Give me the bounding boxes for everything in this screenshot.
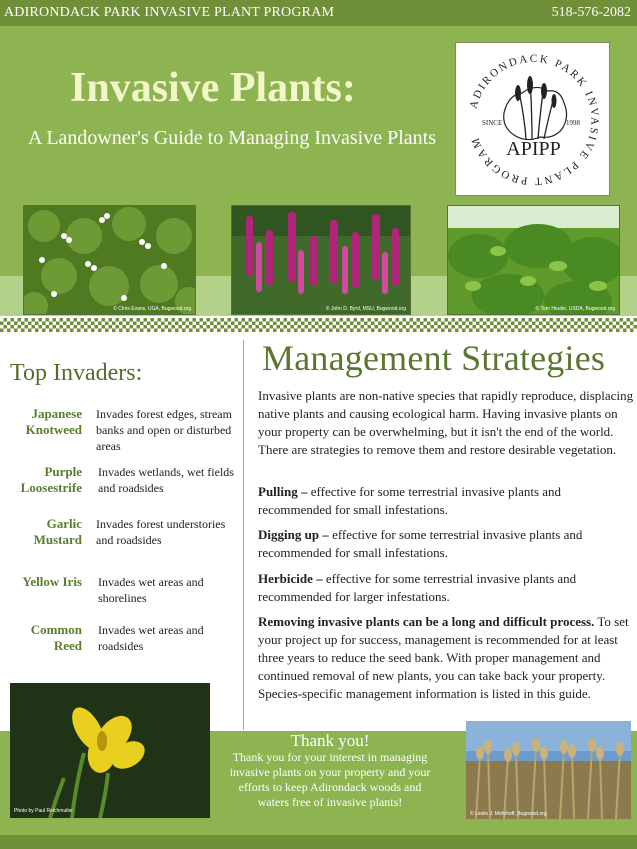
photo-credit: © Chris Evans, UGA, Bugwood.org: [113, 306, 191, 312]
invader-desc: Invades wet areas and shorelines: [98, 575, 204, 605]
herbicide-label: Herbicide –: [258, 571, 323, 586]
thanks-heading: Thank you!: [290, 731, 370, 750]
photo-credit: © John D. Byrd, MSU, Bugwood.org: [325, 306, 406, 312]
digging-text: effective for some terrestrial invasive plants and recommended for small infestations.: [258, 527, 583, 560]
top-bar: [0, 0, 637, 26]
garlic-mustard-photo: [23, 205, 196, 315]
thanks-message: Thank you for your interest in managing invasive plants on your property and your efforts to keep Adirondack woods and waters free of invasive plants!: [229, 750, 431, 809]
pulling-label: Pulling –: [258, 484, 308, 499]
logo-graphic: [456, 43, 611, 197]
invader-name: Purple Loosestrife: [20, 464, 82, 495]
invader-desc: Invades forest edges, stream banks and open or disturbed areas: [96, 407, 232, 453]
herbicide-text: effective for some terrestrial invasive plants and recommended for larger infestations.: [258, 571, 577, 604]
invader-name: Common Reed: [30, 622, 82, 653]
phone-number: 518-576-2082: [551, 5, 631, 20]
logo-year: 1998: [566, 119, 580, 127]
invader-desc: Invades wetlands, wet fields and roadsides: [98, 465, 234, 495]
purple-loosestrife-photo: [231, 205, 411, 315]
logo-since: SINCE: [482, 119, 503, 127]
common-reed-photo: [466, 721, 631, 819]
removing-paragraph: [258, 613, 634, 703]
pulling-paragraph: [258, 483, 634, 519]
pulling-text: effective for some terrestrial invasive plants and recommended for small infestations.: [258, 484, 562, 517]
column-divider: [243, 340, 244, 730]
org-name: ADIRONDACK PARK INVASIVE PLANT PROGRAM: [4, 5, 335, 20]
herbicide-paragraph: [258, 570, 634, 606]
bottom-strip: [0, 835, 637, 849]
invader-desc: Invades forest understories and roadsides: [96, 517, 226, 547]
invader-name: Yellow Iris: [22, 574, 82, 589]
photo-credit: © Tom Heutte, USDA, Bugwood.org: [535, 306, 615, 312]
logo-acronym: APIPP: [506, 138, 561, 160]
logo-ring-text: ADIRONDACK PARK INVASIVE PLANT PROGRAM: [467, 52, 601, 188]
invader-name: Japanese Knotweed: [25, 406, 82, 437]
photo-credit: Photo by Paul Reichmuller: [14, 808, 73, 814]
management-heading: Management Strategies: [262, 338, 606, 378]
invader-desc: Invades wet areas and roadsides: [98, 623, 204, 653]
top-invaders-heading: Top Invaders:: [10, 360, 143, 386]
apipp-logo: [455, 42, 610, 196]
photo-credit: © Leslie J. Mehrhoff, Bugwood.org: [470, 811, 547, 817]
digging-paragraph: [258, 526, 634, 562]
checker-divider: [0, 318, 637, 332]
removing-label: Removing invasive plants can be a long and difficult process.: [258, 614, 595, 629]
invader-name: Garlic Mustard: [33, 516, 82, 547]
yellow-iris-photo: [10, 683, 210, 818]
top-invaders-panel: [0, 334, 240, 730]
intro-paragraph: Invasive plants are non-native species that rapidly reproduce, displacing native plants and causing ecological harm. Having invasive plants on your property can be overwhelming, but it isn't the end of the world. There are strategies to remove them and restore desirable vegetation.: [258, 388, 634, 457]
removing-text: To set your project up for success, management is recommended for at least three years to reduce the seed bank. With proper management and continued removal of new plants, you can take back your property. Species-specific management information is listed in this guide.: [258, 614, 629, 701]
japanese-knotweed-photo: [447, 205, 620, 315]
page-subtitle: A Landowner's Guide to Managing Invasive Plants: [28, 127, 436, 149]
digging-label: Digging up –: [258, 527, 329, 542]
page-title: Invasive Plants:: [70, 65, 356, 111]
